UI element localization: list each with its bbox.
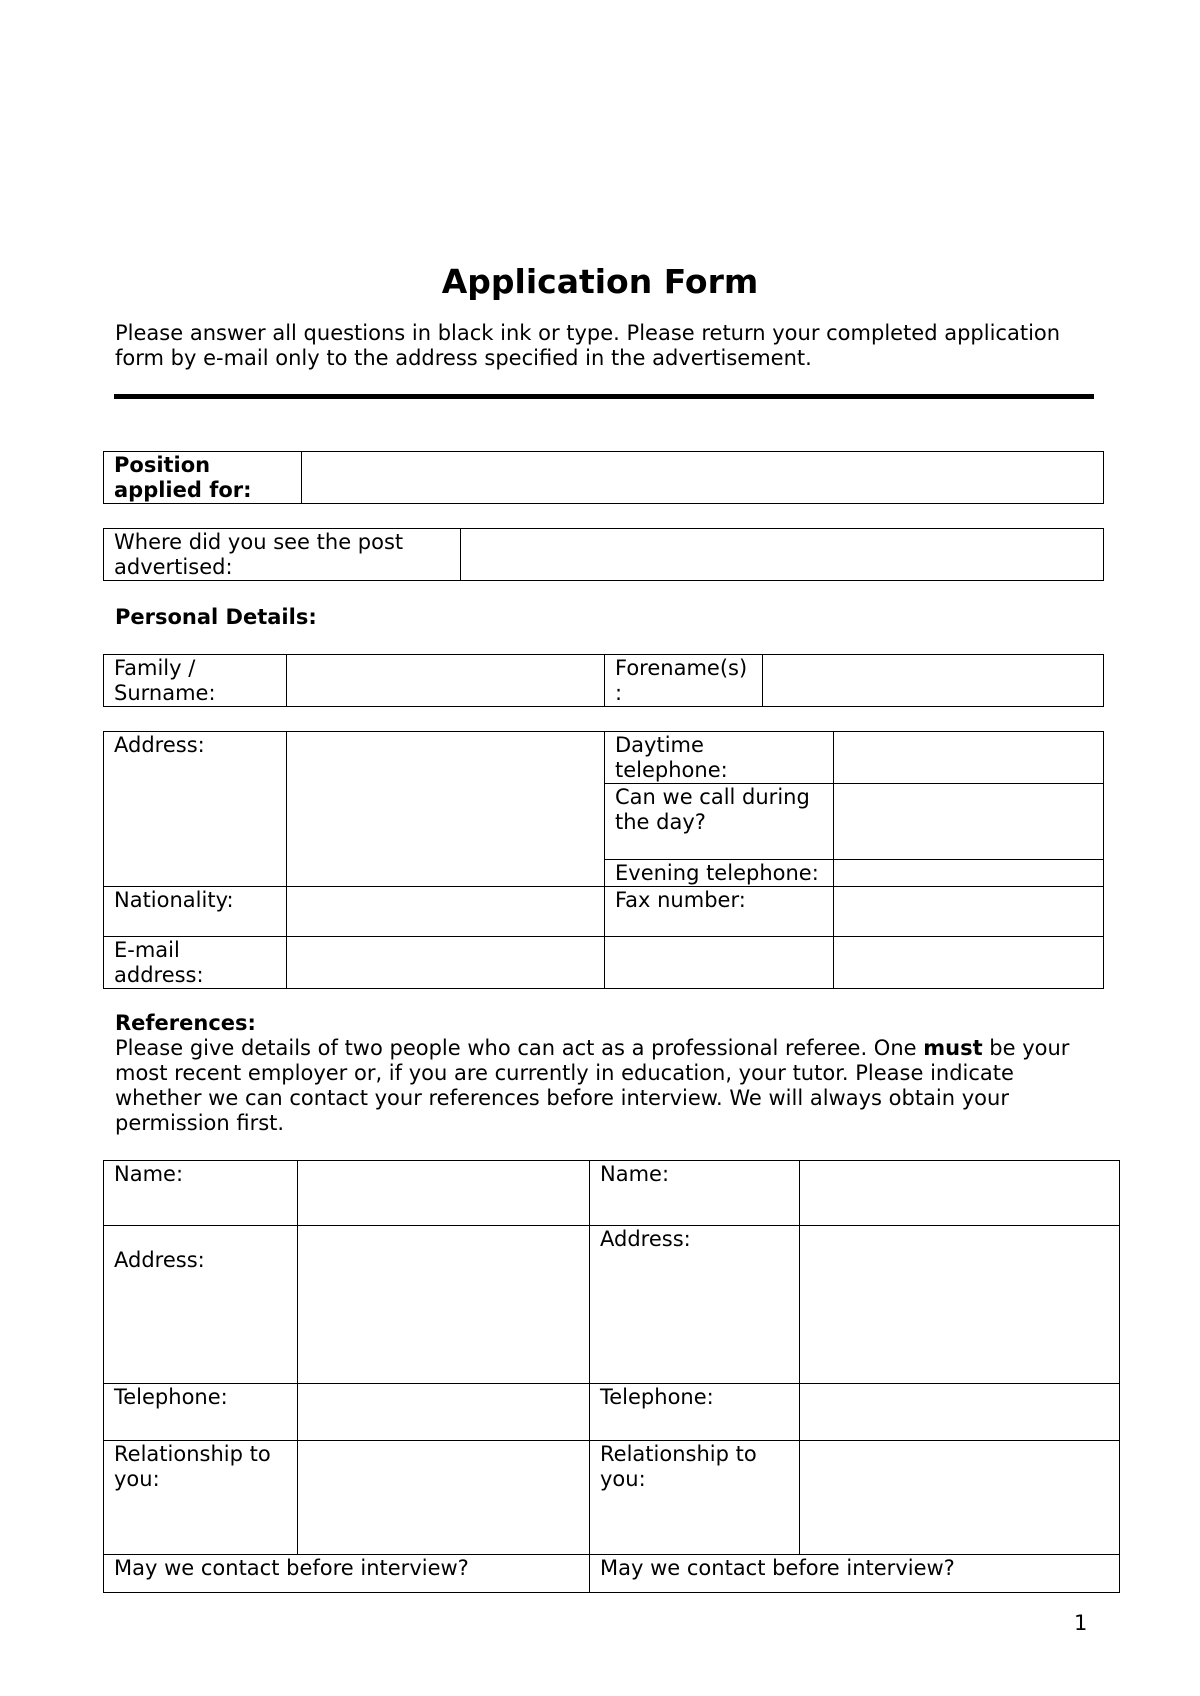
ref2-name-field[interactable] bbox=[800, 1161, 1120, 1226]
ref1-name-label: Name: bbox=[104, 1161, 298, 1226]
daytime-label: Daytime telephone: bbox=[605, 732, 834, 784]
call-label: Can we call during the day? bbox=[605, 784, 834, 860]
ref2-address-field[interactable] bbox=[800, 1226, 1120, 1384]
intro-text: Please answer all questions in black ink or type. Please return your completed application form by e-mail only to the address specified in the advertisement. bbox=[115, 321, 1061, 370]
empty-cell bbox=[605, 937, 834, 989]
ref1-contact-question[interactable]: May we contact before interview? bbox=[104, 1555, 590, 1593]
ref2-telephone-label: Telephone: bbox=[590, 1384, 800, 1441]
ref1-name-field[interactable] bbox=[298, 1161, 590, 1226]
daytime-field[interactable] bbox=[834, 732, 1104, 784]
email-field[interactable] bbox=[287, 937, 605, 989]
advert-field[interactable] bbox=[461, 529, 1104, 581]
empty-cell bbox=[834, 937, 1104, 989]
call-field[interactable] bbox=[834, 784, 1104, 860]
ref2-relationship-field[interactable] bbox=[800, 1441, 1120, 1555]
position-field[interactable] bbox=[302, 452, 1104, 504]
surname-label: Family / Surname: bbox=[104, 655, 287, 707]
ref2-address-label: Address: bbox=[590, 1226, 800, 1384]
advert-table bbox=[103, 528, 1104, 581]
forename-field[interactable] bbox=[763, 655, 1104, 707]
evening-field[interactable] bbox=[834, 860, 1104, 887]
position-label: Position applied for: bbox=[104, 452, 302, 504]
email-label: E-mail address: bbox=[104, 937, 287, 989]
evening-label: Evening telephone: bbox=[605, 860, 834, 887]
name-table bbox=[103, 654, 1104, 707]
references-block bbox=[115, 1011, 1105, 1136]
nationality-label: Nationality: bbox=[104, 887, 287, 937]
personal-details-heading: Personal Details: bbox=[115, 605, 317, 629]
references-table bbox=[103, 1160, 1120, 1593]
ref1-relationship-label: Relationship to you: bbox=[104, 1441, 298, 1555]
references-text: Please give details of two people who can act as a professional referee. One must be your most recent employer or, if you are currently in education, your tutor. Please indicate whether we can contact your references before interview. We will always obtain your permission first. bbox=[115, 1036, 1070, 1135]
ref2-telephone-field[interactable] bbox=[800, 1384, 1120, 1441]
fax-label: Fax number: bbox=[605, 887, 834, 937]
surname-field[interactable] bbox=[287, 655, 605, 707]
contact-table bbox=[103, 731, 1104, 989]
ref1-telephone-field[interactable] bbox=[298, 1384, 590, 1441]
ref2-name-label: Name: bbox=[590, 1161, 800, 1226]
forename-label: Forename(s) : bbox=[605, 655, 763, 707]
references-heading: References: bbox=[115, 1011, 256, 1035]
divider bbox=[114, 394, 1094, 399]
page-number: 1 bbox=[1074, 1611, 1088, 1635]
ref1-address-label: Address: bbox=[104, 1226, 298, 1384]
ref2-relationship-label: Relationship to you: bbox=[590, 1441, 800, 1555]
advert-label: Where did you see the post advertised: bbox=[104, 529, 461, 581]
ref1-relationship-field[interactable] bbox=[298, 1441, 590, 1555]
position-table bbox=[103, 451, 1104, 504]
ref1-telephone-label: Telephone: bbox=[104, 1384, 298, 1441]
address-field[interactable] bbox=[287, 732, 605, 887]
ref1-address-field[interactable] bbox=[298, 1226, 590, 1384]
ref2-contact-question[interactable]: May we contact before interview? bbox=[590, 1555, 1120, 1593]
page-title: Application Form bbox=[441, 262, 759, 301]
fax-field[interactable] bbox=[834, 887, 1104, 937]
address-label: Address: bbox=[104, 732, 287, 887]
nationality-field[interactable] bbox=[287, 887, 605, 937]
